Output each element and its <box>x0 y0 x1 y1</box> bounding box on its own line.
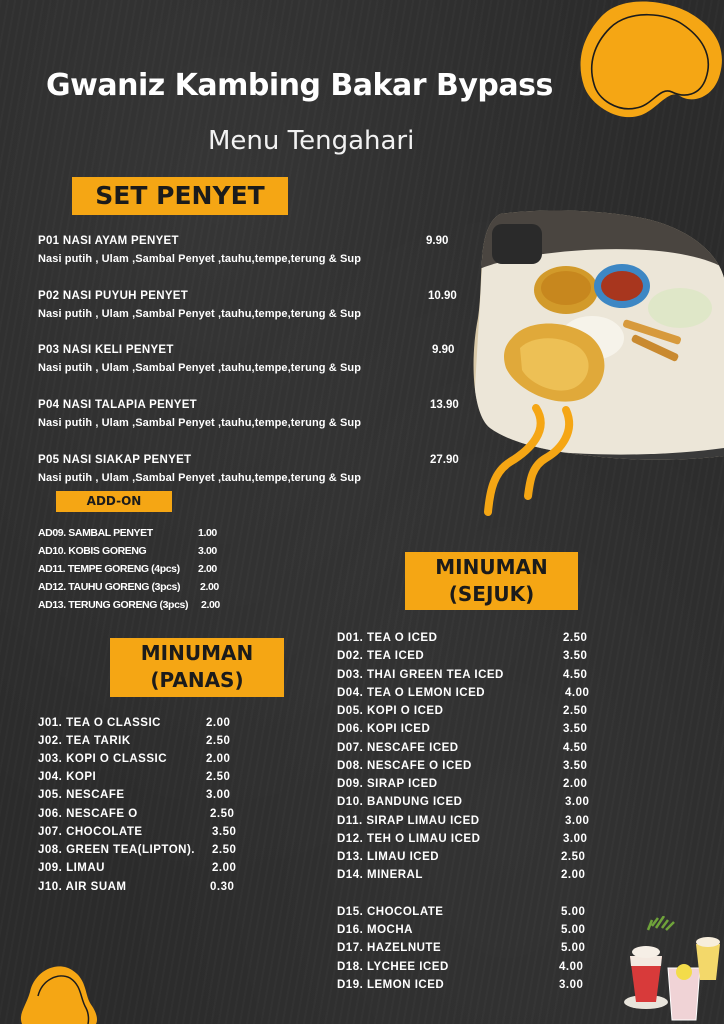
drink-price: 3.00 <box>563 833 588 845</box>
drink-name: D04. TEA O LEMON ICED <box>337 687 486 699</box>
drink-price: 5.00 <box>561 924 586 936</box>
drink-name: D07. NESCAFE ICED <box>337 742 459 754</box>
drink-name: J02. TEA TARIK <box>38 735 131 747</box>
drink-name: D18. LYCHEE ICED <box>337 961 449 973</box>
drink-name: D08. NESCAFE O ICED <box>337 760 472 772</box>
drink-price: 3.50 <box>563 650 588 662</box>
drink-price: 3.00 <box>559 979 584 991</box>
drink-price: 4.00 <box>565 687 590 699</box>
drink-price: 3.50 <box>563 723 588 735</box>
set-item-name: P01 NASI AYAM PENYET <box>38 235 179 247</box>
set-item-desc: Nasi putih , Ulam ,Sambal Penyet ,tauhu,tempe,terung & Sup <box>38 417 362 429</box>
drink-name: D16. MOCHA <box>337 924 413 936</box>
drink-price: 3.00 <box>565 796 590 808</box>
set-item-desc: Nasi putih , Ulam ,Sambal Penyet ,tauhu,tempe,terung & Sup <box>38 253 362 265</box>
drink-name: D11. SIRAP LIMAU ICED <box>337 815 480 827</box>
add-on-heading: ADD-ON <box>56 491 172 512</box>
set-item-price: 9.90 <box>432 344 455 356</box>
addon-price: 1.00 <box>198 527 217 539</box>
drink-name: D14. MINERAL <box>337 869 423 881</box>
drink-name: J01. TEA O CLASSIC <box>38 717 161 729</box>
set-item-desc: Nasi putih , Ulam ,Sambal Penyet ,tauhu,tempe,terung & Sup <box>38 308 362 320</box>
page-subtitle: Menu Tengahari <box>208 126 415 156</box>
drink-name: J05. NESCAFE <box>38 789 125 801</box>
set-item-name: P04 NASI TALAPIA PENYET <box>38 399 197 411</box>
drink-name: D15. CHOCOLATE <box>337 906 444 918</box>
drink-price: 4.00 <box>559 961 584 973</box>
drink-price: 3.00 <box>206 789 231 801</box>
set-item-name: P02 NASI PUYUH PENYET <box>38 290 189 302</box>
drink-price: 2.50 <box>210 808 235 820</box>
drink-name: D05. KOPI O ICED <box>337 705 444 717</box>
drink-name: D10. BANDUNG ICED <box>337 796 463 808</box>
drink-price: 0.30 <box>210 881 235 893</box>
set-item-price: 13.90 <box>430 399 459 411</box>
addon-name: AD13. TERUNG GORENG (3pcs) <box>38 599 189 611</box>
drink-price: 3.50 <box>563 760 588 772</box>
drink-price: 2.00 <box>563 778 588 790</box>
drink-price: 4.50 <box>563 742 588 754</box>
drink-name: D01. TEA O ICED <box>337 632 438 644</box>
drink-name: D13. LIMAU ICED <box>337 851 440 863</box>
drink-price: 3.50 <box>212 826 237 838</box>
minuman-panas-heading-line2: (PANAS) <box>150 668 244 692</box>
minuman-sejuk-heading-line2: (SEJUK) <box>448 582 535 606</box>
drink-name: D12. TEH O LIMAU ICED <box>337 833 481 845</box>
addon-name: AD11. TEMPE GORENG (4pcs) <box>38 563 180 575</box>
drink-name: J09. LIMAU <box>38 862 105 874</box>
set-item-desc: Nasi putih , Ulam ,Sambal Penyet ,tauhu,tempe,terung & Sup <box>38 472 362 484</box>
drink-price: 3.00 <box>565 815 590 827</box>
set-penyet-heading: SET PENYET <box>72 177 288 215</box>
addon-price: 3.00 <box>198 545 217 557</box>
drink-name: D02. TEA ICED <box>337 650 425 662</box>
drink-name: D17. HAZELNUTE <box>337 942 442 954</box>
decorative-blob-bottom-left <box>0 962 110 1024</box>
drink-name: D06. KOPI ICED <box>337 723 431 735</box>
minuman-panas-heading-line1: MINUMAN <box>140 641 254 665</box>
decorative-blob-top-right <box>560 0 724 135</box>
drink-name: D03. THAI GREEN TEA ICED <box>337 669 504 681</box>
set-item-price: 10.90 <box>428 290 457 302</box>
drink-price: 2.00 <box>206 717 231 729</box>
addon-name: AD10. KOBIS GORENG <box>38 545 147 557</box>
drink-price: 5.00 <box>561 906 586 918</box>
drink-price: 2.00 <box>206 753 231 765</box>
drink-name: D19. LEMON ICED <box>337 979 445 991</box>
set-item-desc: Nasi putih , Ulam ,Sambal Penyet ,tauhu,tempe,terung & Sup <box>38 362 362 374</box>
addon-name: AD12. TAUHU GORENG (3pcs) <box>38 581 181 593</box>
drink-price: 2.50 <box>563 632 588 644</box>
drink-price: 5.00 <box>561 942 586 954</box>
set-item-price: 27.90 <box>430 454 459 466</box>
addon-price: 2.00 <box>198 563 217 575</box>
page-title: Gwaniz Kambing Bakar Bypass <box>46 68 553 103</box>
drink-name: J06. NESCAFE O <box>38 808 138 820</box>
set-item-name: P03 NASI KELI PENYET <box>38 344 174 356</box>
minuman-sejuk-heading-line1: MINUMAN <box>435 555 548 579</box>
addon-price: 2.00 <box>201 599 220 611</box>
drink-price: 2.00 <box>212 862 237 874</box>
drink-price: 2.50 <box>563 705 588 717</box>
drink-name: J08. GREEN TEA(LIPTON). <box>38 844 195 856</box>
drink-name: J07. CHOCOLATE <box>38 826 143 838</box>
drink-name: J10. AIR SUAM <box>38 881 127 893</box>
drinks-photo <box>622 916 724 1024</box>
drink-price: 2.50 <box>212 844 237 856</box>
decorative-squiggle-lines <box>480 400 600 520</box>
addon-price: 2.00 <box>200 581 219 593</box>
drink-name: J03. KOPI O CLASSIC <box>38 753 168 765</box>
minuman-sejuk-heading <box>405 552 578 610</box>
drink-price: 4.50 <box>563 669 588 681</box>
drink-name: J04. KOPI <box>38 771 97 783</box>
drink-price: 2.50 <box>561 851 586 863</box>
drink-price: 2.50 <box>206 771 231 783</box>
drink-name: D09. SIRAP ICED <box>337 778 438 790</box>
drink-price: 2.00 <box>561 869 586 881</box>
minuman-panas-heading <box>110 638 284 697</box>
drink-price: 2.50 <box>206 735 231 747</box>
set-item-name: P05 NASI SIAKAP PENYET <box>38 454 192 466</box>
set-item-price: 9.90 <box>426 235 449 247</box>
addon-name: AD09. SAMBAL PENYET <box>38 527 153 539</box>
